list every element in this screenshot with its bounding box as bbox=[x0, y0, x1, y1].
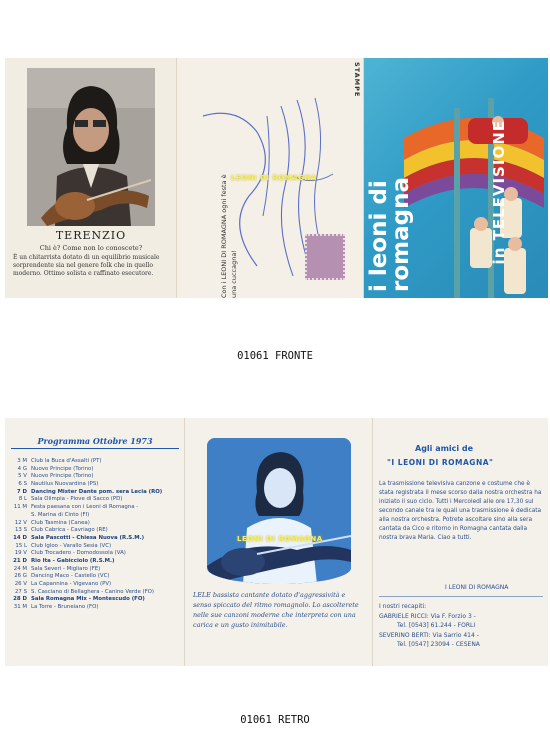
programma-row-day: 24 M bbox=[13, 565, 27, 572]
amici-contacts bbox=[379, 602, 545, 650]
programma-row-day: 26 G bbox=[14, 573, 27, 580]
contact-1-tel: Tel. [0543] 61.244 - FORLI bbox=[397, 622, 476, 629]
contact-2: SEVERINO BERTI: Via Sarrio 414 - bbox=[379, 631, 479, 639]
postcard-panel bbox=[177, 58, 364, 298]
programma-row bbox=[11, 527, 183, 535]
cover-panel bbox=[364, 58, 548, 298]
amici-title-line1: Agli amici de bbox=[415, 444, 474, 453]
programma-row-venue: S. Marina di Cinto (FI) bbox=[31, 511, 90, 518]
programma-row-day: 5 V bbox=[18, 473, 27, 480]
terenzio-photo bbox=[27, 68, 155, 226]
programma-row-day: 19 V bbox=[14, 550, 27, 557]
programma-row-venue: Festa paesana con i Leoni di Romagna - bbox=[31, 504, 139, 511]
contact-1: GABRIELE RICCI: Via F. Forzio 3 - bbox=[379, 612, 476, 620]
terenzio-description: È un chitarrista dotato di un equilibrio musicale sorprendente sia nel genere folk che in quello moderno. Ottimo solista e raffinato esecutore. bbox=[13, 254, 160, 277]
postage-stamp bbox=[305, 234, 345, 280]
programma-row bbox=[11, 520, 183, 528]
stampe-label: STAMPE bbox=[353, 62, 361, 98]
retro-caption: 01061 RETRO bbox=[240, 714, 310, 726]
programma-row bbox=[11, 466, 183, 474]
programma-row-day: 4 G bbox=[17, 465, 27, 472]
amici-panel bbox=[373, 418, 548, 666]
front-scan bbox=[5, 58, 548, 298]
programma-row-venue: Club Igloo - Varallo Sesia (VC) bbox=[31, 542, 112, 549]
programma-row bbox=[11, 589, 183, 597]
programma-row-venue: Club la Buca d'Assalti (PT) bbox=[31, 458, 102, 464]
amici-title-line2: "I LEONI DI ROMAGNA" bbox=[387, 458, 494, 467]
terenzio-panel bbox=[5, 58, 177, 298]
programma-row bbox=[11, 489, 183, 497]
programma-row-venue: La Torre - Bruneiano (FO) bbox=[31, 604, 99, 611]
programma-row-day: 11 M bbox=[13, 504, 27, 511]
programma-row-venue: Club Tasmina (Canea) bbox=[31, 519, 90, 526]
terenzio-name: TERENZIO bbox=[55, 229, 127, 242]
amici-body: La trasmissione televisiva canzone e costume che è stata registrata il mese scorso dalla nostra orchestra ha iniziato il suo ciclo. Tutti i Mercoledì alle ore 17,30 sul secondo canale tra le quali una trasmissione è dedicata alla nostra orchestra. Potrete ascoltare sino alla sera cantata da Cico e ritorno in Romagna cantata dalla nostra brava Maria. Ciao a tutti. bbox=[379, 481, 542, 541]
programma-row-venue: Nautilus Nuovardina (PS) bbox=[31, 481, 99, 488]
programma-row-venue: Dancing Maco - Castello (VC) bbox=[31, 573, 110, 580]
programma-row bbox=[11, 543, 183, 551]
programma-row-venue: La Capannina - Vigevano (PV) bbox=[31, 581, 112, 587]
programma-row bbox=[11, 573, 183, 581]
programma-row-venue: Dancing Mister Dante pom. sera Lecia (RO) bbox=[31, 488, 163, 495]
programma-row-day: 27 S bbox=[15, 588, 27, 595]
contacts-title: I nostri recapiti: bbox=[379, 603, 427, 610]
programma-row-day: 8 L bbox=[18, 496, 27, 503]
programma-list bbox=[11, 458, 183, 612]
cover-title bbox=[368, 177, 412, 292]
programma-row-venue: Sala Olimpia - Piove di Sacco (PD) bbox=[31, 496, 123, 503]
lele-description: LELE bassista cantante dotato d'aggressività e senso spiccato del ritmo romagnolo. Lo ascolterete nelle sue canzoni moderne che interpreta con una carica e un gusto inimitabile. bbox=[193, 591, 359, 629]
programma-row bbox=[11, 535, 183, 543]
programma-row bbox=[11, 458, 183, 466]
lele-panel bbox=[185, 418, 373, 666]
programma-row-venue: S. Casciano di Bellaghera - Canino Verde (FO) bbox=[31, 588, 155, 595]
programma-row-day: 14 D bbox=[13, 534, 27, 541]
amici-rule bbox=[379, 596, 543, 597]
cover-subtitle: in TELEVISIONE bbox=[490, 120, 508, 265]
watermark-text: LEONI DI ROMAGNA bbox=[231, 174, 317, 182]
programma-title: Programma Ottobre 1973 bbox=[37, 436, 153, 446]
programma-row bbox=[11, 496, 183, 504]
terenzio-question: Chi è? Come non lo conoscete? bbox=[39, 244, 143, 252]
programma-row-venue: Sala Romagna Mix - Montescudo (FO) bbox=[31, 596, 145, 603]
programma-rule bbox=[11, 448, 179, 449]
programma-row-day: 31 M bbox=[13, 604, 27, 611]
postcard-greeting: Con i LEONI DI ROMAGNA ogni festa è una cuccagna! bbox=[220, 174, 238, 298]
cover-stripes-graphic bbox=[404, 98, 544, 298]
cover-title-line2: romagna bbox=[388, 177, 414, 292]
programma-row-venue: Club Trocadero - Domodossola (VA) bbox=[31, 550, 126, 557]
programma-row-day: 12 V bbox=[14, 519, 27, 526]
programma-row bbox=[11, 504, 183, 512]
programma-row-day: 3 M bbox=[17, 458, 27, 464]
amici-signature: I LEONI DI ROMAGNA bbox=[445, 584, 509, 591]
contact-2-tel: Tel. [0547] 23094 - CESENA bbox=[397, 641, 480, 648]
programma-row-day: 26 V bbox=[14, 581, 27, 587]
programma-row-day: 15 L bbox=[15, 542, 27, 549]
programma-row-day: 13 S bbox=[15, 527, 27, 534]
cover-title-line1: i leoni di bbox=[366, 180, 392, 292]
watermark-text: LEONI DI ROMAGNA bbox=[237, 535, 323, 543]
programma-row-day: 6 S bbox=[18, 481, 27, 488]
programma-row-venue: Sala Pascotti - Chiesa Nuova (R.S.M.) bbox=[31, 534, 145, 541]
front-caption: 01061 FRONTE bbox=[237, 350, 313, 362]
programma-row-day: 28 D bbox=[13, 596, 27, 603]
programma-row-venue: Nuovo Principe (Torino) bbox=[31, 473, 94, 480]
programma-row bbox=[11, 473, 183, 481]
programma-row-venue: Nuovo Principe (Torino) bbox=[31, 465, 94, 472]
programma-row-venue: Club Cabrica - Cavriago (RE) bbox=[31, 527, 108, 534]
programma-row bbox=[11, 550, 183, 558]
programma-row-day: 21 D bbox=[13, 557, 27, 564]
programma-panel bbox=[5, 418, 185, 666]
programma-row-day: 7 D bbox=[16, 488, 27, 495]
programma-row-venue: Rio Ita - Gabicciolo (R.S.M.) bbox=[31, 557, 115, 564]
programma-row bbox=[11, 596, 183, 604]
programma-row bbox=[11, 481, 183, 489]
programma-row bbox=[11, 558, 183, 566]
lele-photo bbox=[207, 438, 351, 584]
programma-row bbox=[11, 604, 183, 612]
programma-row bbox=[11, 512, 183, 520]
programma-row bbox=[11, 566, 183, 574]
programma-row-venue: Sala Severi - Migliaro (FE) bbox=[31, 565, 101, 572]
programma-row bbox=[11, 581, 183, 589]
back-scan bbox=[5, 418, 548, 666]
